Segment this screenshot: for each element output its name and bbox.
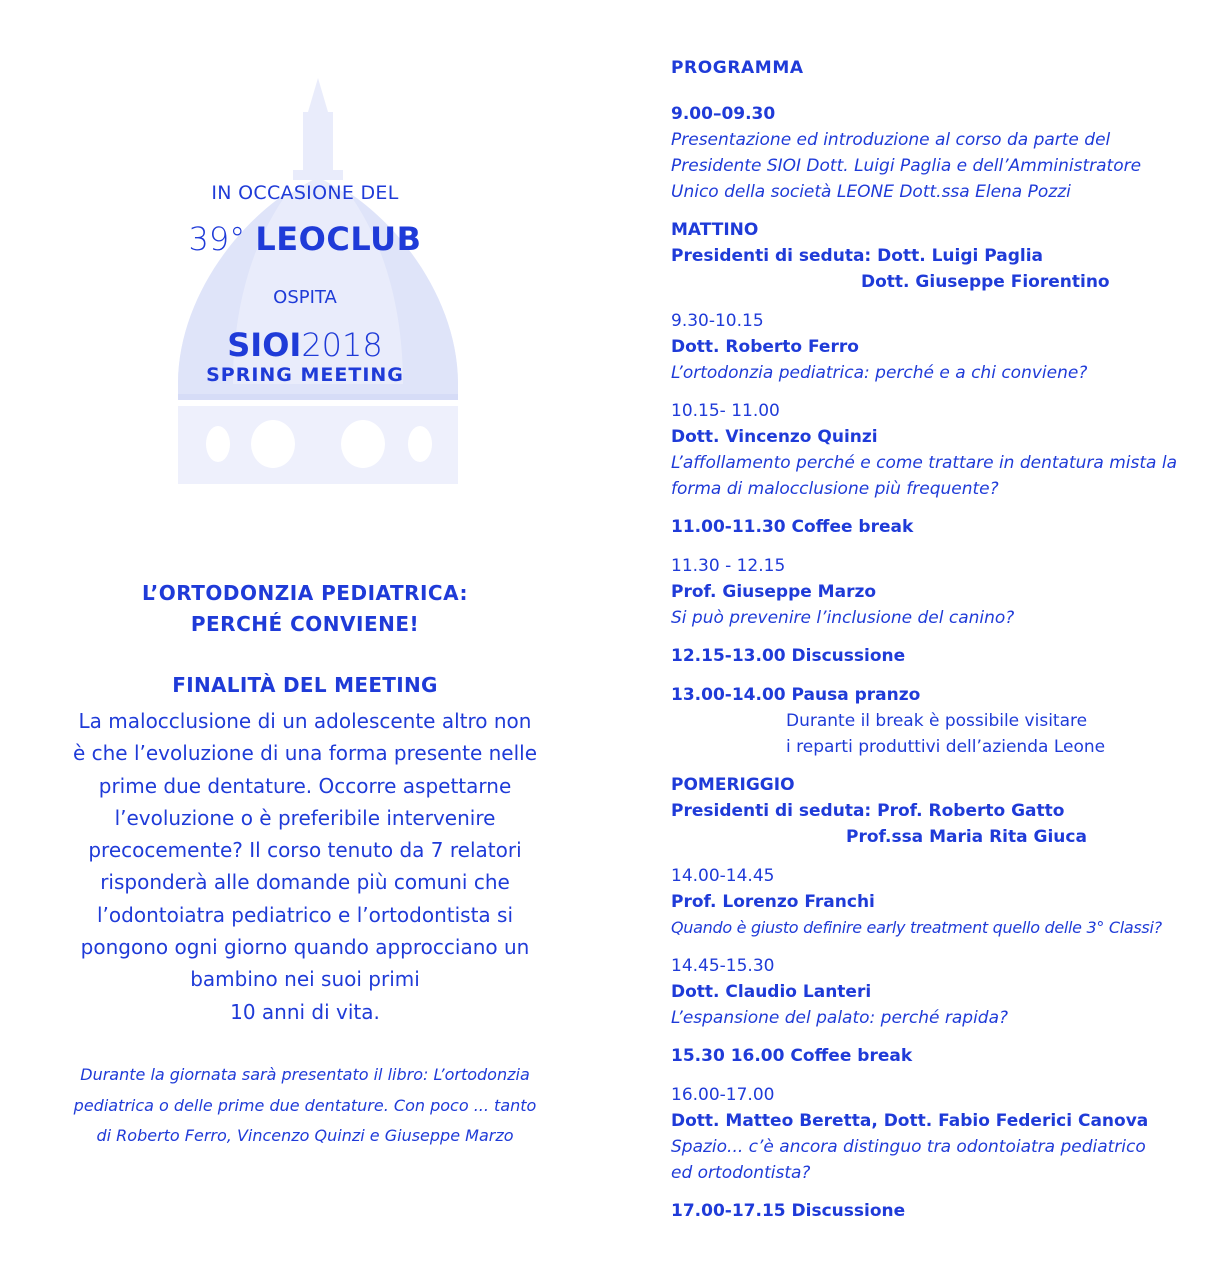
spring-meeting-label: SPRING MEETING [206,364,404,386]
session-topic: ed ortodontista? [671,1163,811,1183]
book-line: Durante la giornata sarà presentato il libro: L’ortodonzia [80,1065,530,1084]
finalita-text [40,705,570,1028]
occasion-label: IN OCCASIONE DEL [211,182,399,204]
session-topic: forma di malocclusione più frequente? [671,479,999,499]
leoclub-number: 39° [188,220,246,258]
session-topic: Quando è giusto definire early treatment quello delle 3° Classi? [671,918,1162,937]
sioi-year: 2018 [301,326,383,364]
programma-title: PROGRAMMA [671,58,804,78]
dome-illustration [138,72,513,487]
book-line: di Roberto Ferro, Vincenzo Quinzi e Giuseppe Marzo [96,1126,514,1145]
session-time: 10.15- 11.00 [671,401,780,421]
coffee-break: 11.00-11.30 Coffee break [671,517,914,537]
president-name: Prof. Roberto Gatto [877,801,1065,821]
president-name: Dott. Luigi Paglia [877,246,1044,266]
finalita-line: l’evoluzione o è preferibile intervenire [114,805,496,830]
presidents-label: Presidenti di seduta: [671,246,878,266]
session-speaker: Prof. Lorenzo Franchi [671,892,875,912]
finalita-line: pongono ogni giorno quando approcciano un [80,935,530,960]
book-note [40,1060,570,1152]
pausa-pranzo: 13.00-14.00 Pausa pranzo [671,685,921,705]
headline-line-2: PERCHÉ CONVIENE! [190,612,420,636]
finalita-line: bambino nei suoi primi [190,967,420,992]
leoclub-title [40,220,570,258]
session-speaker: Dott. Matteo Beretta, Dott. Fabio Federici Canova [671,1111,1149,1131]
book-line: pediatrica o delle prime due dentature. Con poco ... tanto [73,1095,537,1115]
intro-line: Presidente SIOI Dott. Luigi Paglia e dell’Amministratore [671,156,1142,176]
finalita-line: precocemente? Il corso tenuto da 7 relatori [88,838,522,863]
finalita-line: l’odontoiatra pediatrico e l’ortodontista si [96,902,513,927]
pranzo-note: i reparti produttivi dell’azienda Leone [786,737,1106,757]
intro-line: Unico della società LEONE Dott.ssa Elena Pozzi [671,182,1071,202]
session-speaker: Dott. Claudio Lanteri [671,982,872,1002]
pomeriggio-label: POMERIGGIO [671,775,795,795]
session-time: 9.30-10.15 [671,311,764,331]
session-speaker: Prof. Giuseppe Marzo [671,582,877,602]
session-speaker: Dott. Roberto Ferro [671,337,859,357]
programma-column [671,0,1201,1280]
main-headline [40,578,570,640]
session-topic: L’espansione del palato: perché rapida? [671,1008,1009,1028]
mattino-presidents [671,246,1043,266]
presidents-label: Presidenti di seduta: [671,801,878,821]
session-time: 11.30 - 12.15 [671,556,786,576]
sioi-title [40,326,570,364]
session-time: 14.45-15.30 [671,956,775,976]
session-speaker: Dott. Vincenzo Quinzi [671,427,878,447]
session-topic: Si può prevenire l’inclusione del canino? [671,608,1015,628]
finalita-line: è che l’evoluzione di una forma presente nelle [72,741,538,766]
headline-line-1: L’ORTODONZIA PEDIATRICA: [142,581,468,605]
pranzo-note: Durante il break è possibile visitare [786,711,1088,731]
mattino-label: MATTINO [671,220,759,240]
discussione: 12.15-13.00 Discussione [671,646,906,666]
ospita-label: OSPITA [273,287,337,308]
session-time: 16.00-17.00 [671,1085,775,1105]
finalita-line: risponderà alle domande più comuni che [100,870,510,895]
coffee-break: 15.30 16.00 Coffee break [671,1046,913,1066]
intro-line: Presentazione ed introduzione al corso da parte del [671,130,1111,150]
session-topic: L’ortodonzia pediatrica: perché e a chi conviene? [671,363,1088,383]
finalita-line: prime due dentature. Occorre aspettarne [98,773,512,798]
session-topic: Spazio... c’è ancora distinguo tra odontoiatra pediatrico [671,1137,1146,1157]
finalita-line: La malocclusione di un adolescente altro non [78,709,532,733]
sioi-name: SIOI [227,326,302,364]
intro-time: 9.00–09.30 [671,104,776,124]
finalita-title: FINALITÀ DEL MEETING [172,673,438,697]
left-column [40,0,570,1280]
discussione: 17.00-17.15 Discussione [671,1201,906,1221]
session-time: 14.00-14.45 [671,866,775,886]
finalita-line: 10 anni di vita. [230,999,380,1024]
leoclub-name: LEOCLUB [255,220,422,258]
session-topic: L’affollamento perché e come trattare in dentatura mista la [671,453,1177,473]
president-name: Dott. Giuseppe Fiorentino [861,272,1110,292]
pomeriggio-presidents [671,801,1064,821]
president-name: Prof.ssa Maria Rita Giuca [846,827,1087,847]
